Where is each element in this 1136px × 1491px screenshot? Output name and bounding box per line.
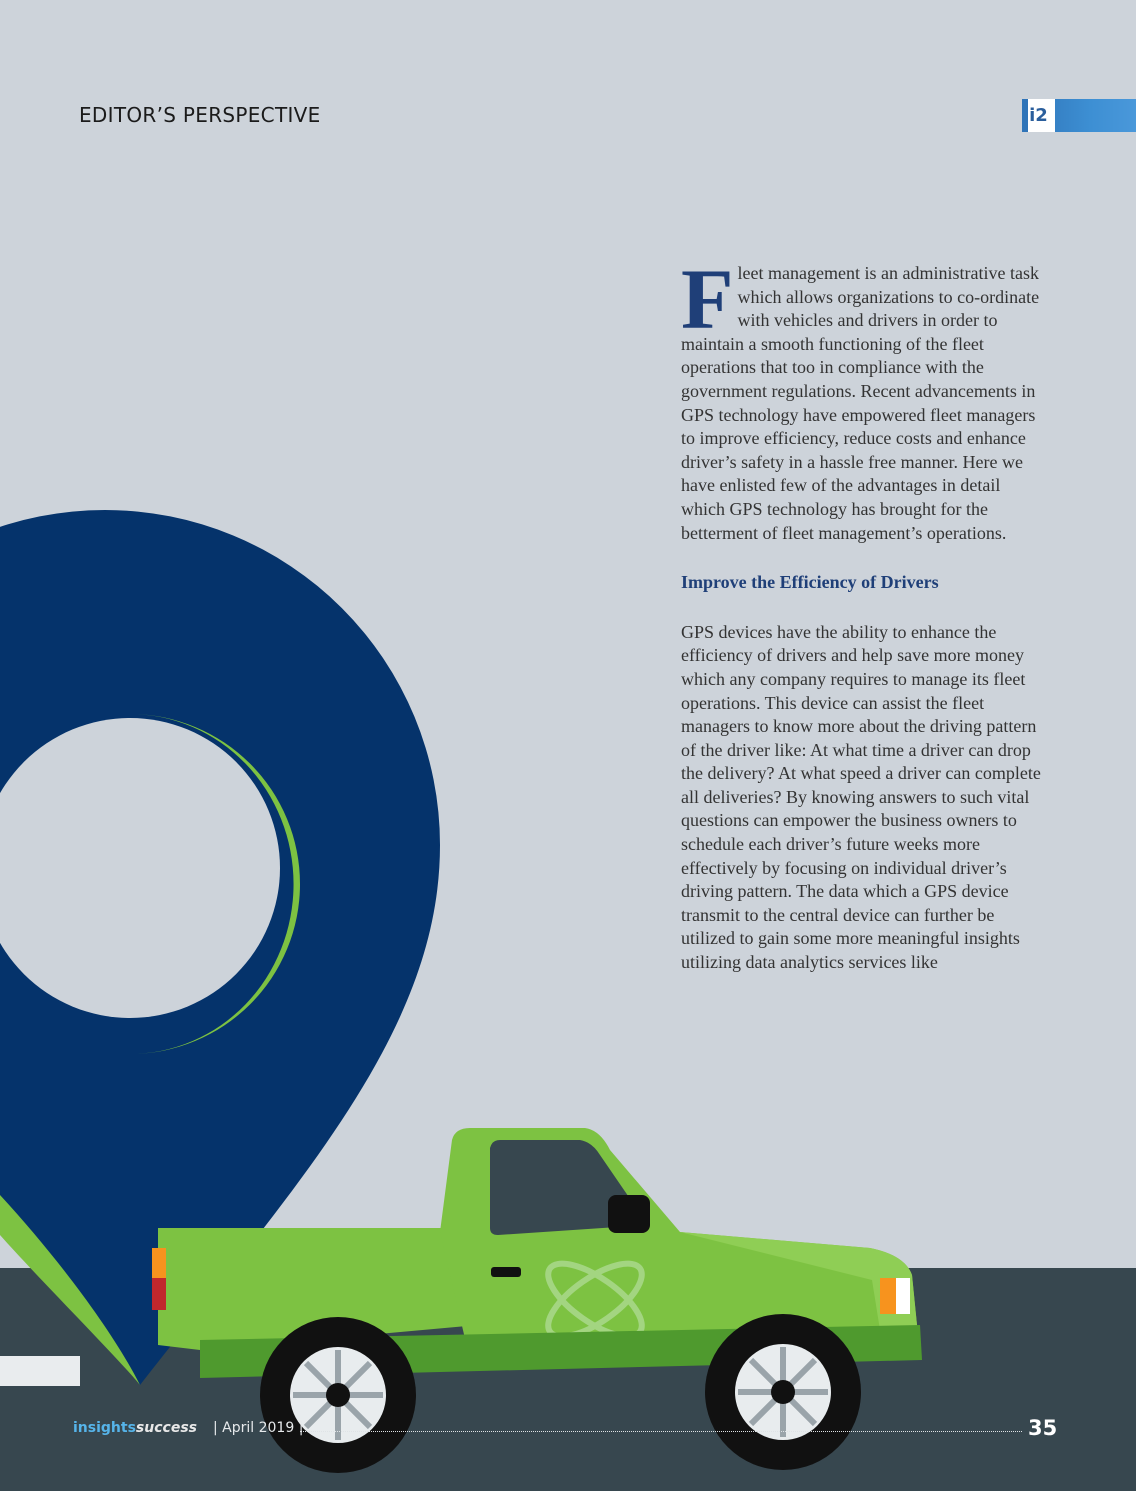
footer-date: | April 2019 | bbox=[213, 1420, 304, 1436]
intro-paragraph bbox=[681, 251, 1041, 545]
footer-logo-part2: success bbox=[135, 1420, 197, 1436]
body-paragraph: GPS devices have the ability to enhance the efficiency of drivers and help save more money which any company requires to manage its fleet operations. This device can assist the fleet managers to know more about the driving pattern of the driver like: At what time a driver can drop the delivery? At what speed a driver can complete all deliveries? By knowing answers to such vital questions can empower the business owners to schedule each driver’s future weeks more effectively by focusing on individual driver’s driving pattern. The data which a GPS device transmit to the central device can further be utilized to gain some more meaningful insights utilizing data analytics services like bbox=[681, 621, 1041, 973]
brand-mark-text: i2 bbox=[1029, 105, 1048, 126]
section-label: EDITOR’S PERSPECTIVE bbox=[79, 103, 321, 127]
page-number: 35 bbox=[1028, 1416, 1058, 1440]
dropcap: F bbox=[681, 251, 734, 347]
subheading: Improve the Efficiency of Drivers bbox=[681, 572, 939, 593]
intro-text: leet management is an administrative task which allows organizations to co-ordinate with vehicles and drivers in order to maintain a smooth functioning of the fleet operations that too in compliance with the government regulations. Recent advancements in GPS technology have empowered fleet managers to improve efficiency, reduce costs and enhance driver’s safety in a hassle free manner. Here we have enlisted few of the advantages in detail which GPS technology has brought for the betterment of fleet management’s operations. bbox=[681, 263, 1040, 543]
footer-divider bbox=[300, 1431, 1022, 1432]
article bbox=[681, 251, 1041, 975]
footer-logo bbox=[73, 1420, 197, 1436]
footer-logo-part1: insights bbox=[73, 1420, 136, 1436]
